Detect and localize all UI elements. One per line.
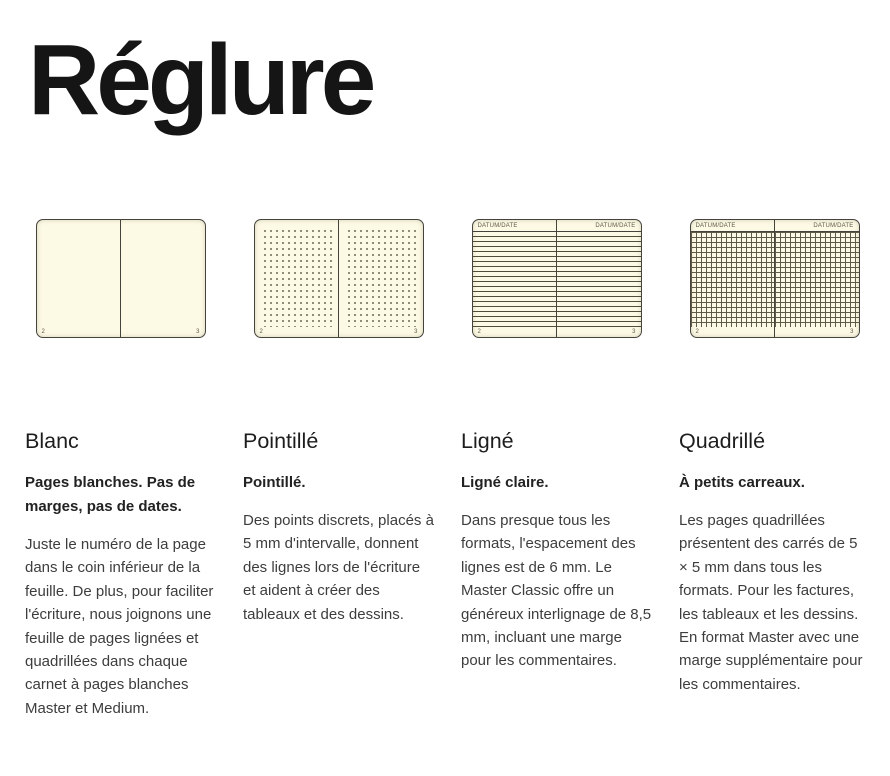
- notebook-preview-wrap: [25, 219, 216, 338]
- ruling-heading-blanc: Blanc: [25, 429, 79, 453]
- grid-pattern: [775, 232, 859, 327]
- notebook-right-page: [339, 220, 423, 337]
- notebook-preview-quadrille: [690, 219, 860, 338]
- grid-pattern: [691, 232, 775, 327]
- ruling-columns: [25, 219, 890, 720]
- date-header: [691, 220, 775, 232]
- ruling-column-ligne: [461, 219, 652, 720]
- ruled-lines: [473, 232, 557, 327]
- ruling-description-quadrille: Les pages quadrillées présentent des carrés de 5 × 5 mm dans tous les formats. Pour les factures, les tableaux et les dessins. En format Master avec une marge supplémentaire pour les commentaires.: [679, 512, 863, 693]
- ruling-description-blanc: Juste le numéro de la page dans le coin inférieur de la feuille. De plus, pour faciliter l'écriture, nous joignons une feuille de pages lignées et quadrillées dans chaque carnet à pages blanches Master et Medium.: [25, 536, 214, 717]
- notebook-preview-pointille: [254, 219, 424, 338]
- date-header: [775, 220, 859, 232]
- date-header-label: DATUM/DATE: [595, 222, 636, 229]
- notebook-left-page: [691, 220, 776, 337]
- notebook-preview-wrap: [461, 219, 652, 338]
- notebook-right-page: [557, 220, 641, 337]
- ruling-column-pointille: [243, 219, 434, 720]
- page-number-left: 2: [259, 329, 263, 335]
- date-header-label: DATUM/DATE: [813, 222, 854, 229]
- date-header: [557, 220, 641, 232]
- page-title: Réglure: [28, 24, 373, 136]
- dot-pattern: [261, 227, 334, 327]
- ruling-lead-pointille: Pointillé.: [243, 474, 306, 491]
- ruling-column-blanc: [25, 219, 216, 720]
- page-number-left: 2: [477, 329, 481, 335]
- ruling-lead-ligne: Ligné claire.: [461, 474, 549, 491]
- date-header-label: DATUM/DATE: [695, 222, 736, 229]
- reglure-page: [0, 25, 890, 720]
- notebook-left-page: [37, 220, 122, 337]
- notebook-left-page: [473, 220, 558, 337]
- notebook-right-page: [121, 220, 205, 337]
- ruling-lead-quadrille: À petits carreaux.: [679, 474, 805, 491]
- notebook-preview-wrap: [243, 219, 434, 338]
- notebook-preview-ligne: [472, 219, 642, 338]
- ruled-lines: [557, 232, 641, 327]
- notebook-left-page: [255, 220, 340, 337]
- page-number-right: 3: [850, 329, 854, 335]
- ruling-heading-quadrille: Quadrillé: [679, 429, 766, 453]
- dot-pattern: [345, 227, 418, 327]
- ruling-description-ligne: Dans presque tous les formats, l'espacement des lignes est de 6 mm. Le Master Classic offre un généreux interlignage de 8,5 mm, incluant une marge pour les commentaires.: [461, 512, 652, 670]
- page-number-right: 3: [414, 329, 418, 335]
- ruling-description-pointille: Des points discrets, placés à 5 mm d'intervalle, donnent des lignes lors de l'écriture et aident à créer des tableaux et des dessins.: [243, 512, 434, 623]
- ruling-lead-blanc: Pages blanches. Pas de marges, pas de dates.: [25, 474, 196, 515]
- page-number-right: 3: [196, 329, 200, 335]
- notebook-preview-blanc: [36, 219, 206, 338]
- ruling-column-quadrille: [679, 219, 870, 720]
- notebook-preview-wrap: [679, 219, 870, 338]
- date-header-label: DATUM/DATE: [477, 222, 518, 229]
- notebook-right-page: [775, 220, 859, 337]
- date-header: [473, 220, 557, 232]
- page-number-left: 2: [695, 329, 699, 335]
- ruling-heading-ligne: Ligné: [461, 429, 514, 453]
- page-number-left: 2: [41, 329, 45, 335]
- page-number-right: 3: [632, 329, 636, 335]
- ruling-heading-pointille: Pointillé: [243, 429, 319, 453]
